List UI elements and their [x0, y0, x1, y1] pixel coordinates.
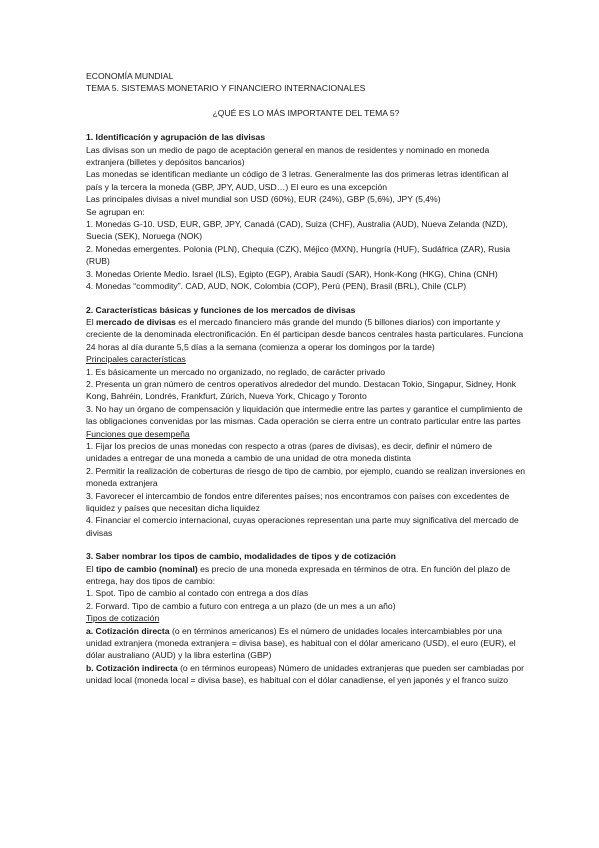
s3-intro: [86, 563, 526, 588]
s3-intro-term: tipo de cambio (nominal): [96, 563, 198, 574]
s1-group-4: 4. Monedas “commodity”. CAD, AUD, NOK, Colombia (COP), Perú (PEN), Brasil (BRL), Chile (CLP): [86, 281, 467, 292]
s2-intro-text: es el mercado financiero más grande del mundo (5 billones diarios) con importante y creciente de la denominada electronificación. En él participan desde bancos centrales hasta particulares. Funciona 24 horas al día durante 5,5 días a la semana (comienza a operar los domingos por la tarde): [86, 316, 524, 352]
topic-title: TEMA 5. SISTEMAS MONETARIO Y FINANCIERO INTERNACIONALES: [86, 83, 366, 94]
quote-direct-text: (o en términos americanos) Es el número de unidades locales intercambiables por una unidad extranjera (moneda extranjera = divisa base), es habitual con el dólar americano (USD), el euro (EUR), el dólar australiano (AUD) y la libra esterlina (GBP): [86, 625, 516, 661]
function-4: 4. Financiar el comercio internacional, cuyas operaciones representan una parte muy significativa del mercado de divisas: [86, 515, 519, 538]
s1-paragraph-2: Las monedas se identifican mediante un código de 3 letras. Generalmente las dos primeras letras identifican al país y la tercera la moneda (GBP, JPY, AUD, USD…) El euro es una excepción: [86, 169, 509, 192]
s1-paragraph-4: Se agrupan en:: [86, 206, 145, 217]
s1-group-3: 3. Monedas Oriente Medio. Israel (ILS), Egipto (EGP), Arabia Saudí (SAR), Honk-Kong (HKG), China (CNH): [86, 268, 498, 279]
main-question: ¿QUÉ ES LO MÁS IMPORTANTE DEL TEMA 5?: [212, 107, 400, 118]
s3-intro-lead: El: [86, 563, 97, 574]
quote-types-heading: Tipos de cotización: [86, 613, 160, 624]
document-page: [86, 70, 526, 687]
section-2-title: 2. Características básicas y funciones de los mercados de divisas: [86, 304, 356, 315]
quote-indirect: [86, 662, 526, 687]
characteristics-heading: Principales características: [86, 354, 186, 365]
quote-direct: [86, 625, 526, 662]
spacer: [86, 539, 526, 548]
function-1: 1. Fijar los precios de unas monedas con respecto a otras (pares de divisas), es decir, definir el número de unidades a entregar de una moneda a cambio de una unidad de otra moneda distinta: [86, 440, 493, 464]
characteristic-1: 1. Es básicamente un mercado no organizado, no reglado, de carácter privado: [86, 366, 386, 377]
section-3-title: 3. Saber nombrar los tipos de cambio, modalidades de tipos y de cotización: [86, 551, 396, 562]
s2-intro-lead: El: [86, 316, 97, 327]
section-1-title: 1. Identificación y agrupación de las divisas: [86, 132, 266, 143]
function-2: 2. Permitir la realización de coberturas de riesgo de tipo de cambio, por ejemplo, cuando se realizan inversiones en moneda extranjera: [86, 465, 525, 489]
s3-intro-text: es precio de una moneda expresada en términos de otra. En función del plazo de entrega, hay dos tipos de cambio:: [86, 563, 511, 587]
function-3: 3. Favorecer el intercambio de fondos entre diferentes países; nos encontramos con países con excedentes de liquidez y países que necesitan dicha liquidez: [86, 490, 510, 513]
s1-paragraph-3: Las principales divisas a nivel mundial son USD (60%), EUR (24%), GBP (5,6%), JPY (5,4%): [86, 194, 441, 205]
quote-indirect-text: (o en términos europeas) Número de unidades extranjeras que pueden ser cambiadas por unidad local (moneda local = divisa base), es habitual con el dólar canadiense, el yen japonés y el franco suizo: [86, 662, 525, 686]
s1-group-1: 1. Monedas G-10. USD, EUR, GBP, JPY, Canadá (CAD), Suiza (CHF), Australia (AUD), Nueva Zelanda (NZD), Suecia (SEK), Noruega (NOK): [86, 219, 508, 242]
exchange-type-1: 1. Spot. Tipo de cambio al contado con entrega a dos días: [86, 588, 309, 599]
s2-intro-term: mercado de divisas: [96, 316, 176, 327]
functions-heading: Funciones que desempeña: [86, 428, 190, 439]
s2-intro: [86, 316, 526, 353]
characteristic-2: 2. Presenta un gran número de centros operativos alrededor del mundo. Destacan Tokio, Singapur, Sidney, Honk Kong, Bahréin, Londrés, Frankfurt, Zúrich, Nueva York, Chicago y Toronto: [86, 378, 517, 402]
quote-indirect-term: b. Cotización indirecta: [86, 662, 178, 673]
quote-direct-term: a. Cotización directa: [86, 625, 170, 636]
course-title: ECONOMÍA MUNDIAL: [86, 71, 174, 81]
characteristic-3: 3. No hay un órgano de compensación y liquidación que intermedie entre las partes y garantice el cumplimiento de las obligaciones convenidas por las mismas. Cada operación se cierra entre un contrato particular entre las partes: [86, 403, 523, 427]
s1-paragraph-1: Las divisas son un medio de pago de aceptación general en manos de residentes y nominado en moneda extranjera (billetes y depósitos bancarios): [86, 144, 490, 168]
spacer: [86, 293, 526, 302]
exchange-type-2: 2. Forward. Tipo de cambio a futuro con entrega a un plazo (de un mes a un año): [86, 600, 396, 611]
s1-group-2: 2. Monedas emergentes. Polonia (PLN), Chequia (CZK), Méjico (MXN), Hungría (HUF), Sudáfrica (ZAR), Rusia (RUB): [86, 243, 511, 267]
